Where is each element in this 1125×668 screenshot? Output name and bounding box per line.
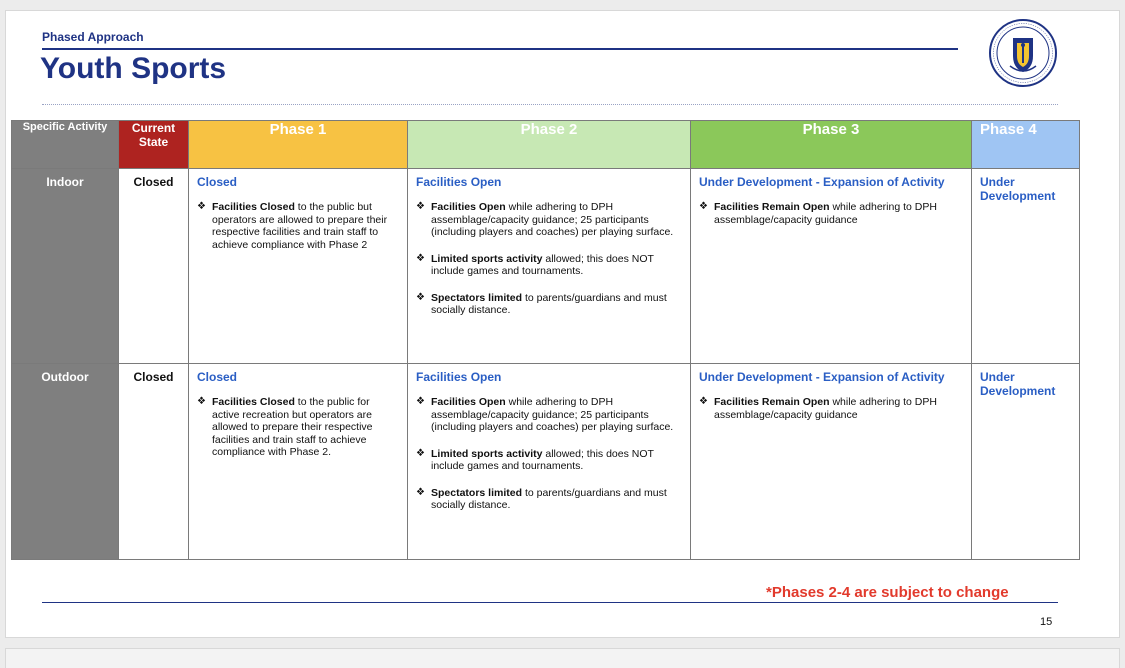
bullet-item: ❖ Facilities Closed to the public but operators are allowed to prepare their respective facilities and train staff to achieve compliance with Phase 2 [197, 201, 388, 251]
header-specific-activity: Specific Activity [12, 121, 119, 169]
cell-heading: Facilities Open [416, 175, 502, 189]
diamond-bullet-icon: ❖ [416, 291, 425, 303]
footer-rule [42, 602, 1058, 603]
cell-heading: Closed [197, 370, 238, 384]
bullet-item: ❖ Spectators limited to parents/guardians and must socially distance. [416, 486, 667, 511]
diamond-bullet-icon: ❖ [699, 396, 708, 407]
cell-heading: Under Development - Expansion of Activity [699, 175, 945, 189]
cell-heading: Facilities Open [416, 370, 502, 384]
table-header-row [12, 121, 1080, 169]
phase-3-cell [691, 169, 972, 364]
phase-2-cell [408, 169, 691, 364]
bullet-item: ❖ Facilities Remain Open while adhering to DPH assemblage/capacity guidance [699, 396, 937, 421]
phase-4-cell [972, 364, 1080, 560]
bullet-item: ❖ Facilities Remain Open while adhering to DPH assemblage/capacity guidance [699, 201, 937, 226]
diamond-bullet-icon: ❖ [416, 252, 425, 264]
diamond-bullet-icon: ❖ [197, 201, 206, 212]
row-current-state: Closed [119, 364, 189, 560]
table-row [12, 364, 1080, 560]
page-number: 15 [1040, 616, 1053, 628]
next-slide-edge [5, 648, 1120, 668]
phase-2-cell [408, 364, 691, 560]
state-seal-icon [988, 18, 1058, 88]
phase-4-cell [972, 169, 1080, 364]
phase-1-cell [189, 364, 408, 560]
diamond-bullet-icon: ❖ [416, 396, 425, 407]
diamond-bullet-icon: ❖ [416, 447, 425, 459]
header-phase-2: Phase 2 [408, 121, 691, 169]
diamond-bullet-icon: ❖ [416, 201, 425, 212]
section-subtitle: Phased Approach [42, 30, 144, 44]
phase-3-cell [691, 364, 972, 560]
bullet-item: ❖ Facilities Open while adhering to DPH assemblage/capacity guidance; 25 participants (including players and coaches) per playing surface. [416, 396, 674, 433]
table-row [12, 169, 1080, 364]
page-title: Youth Sports [40, 52, 227, 85]
header-current-state: Current State [119, 121, 189, 169]
phase-table [11, 120, 1080, 560]
header-phase-1: Phase 1 [189, 121, 408, 169]
bullet-item: ❖ Limited sports activity allowed; this does NOT include games and tournaments. [416, 447, 654, 472]
title-rule [42, 48, 958, 50]
bullet-item: ❖ Facilities Closed to the public for active recreation but operators are allowed to prepare their respective facilities and train staff to achieve compliance with Phase 2. [197, 396, 373, 458]
diamond-bullet-icon: ❖ [416, 486, 425, 498]
bullet-item: ❖ Limited sports activity allowed; this does NOT include games and tournaments. [416, 252, 654, 277]
header-phase-3: Phase 3 [691, 121, 972, 169]
row-current-state: Closed [119, 169, 189, 364]
cell-heading: Closed [197, 175, 238, 189]
cell-heading: Under Development [980, 175, 1056, 203]
row-activity: Outdoor [12, 364, 119, 560]
bullet-item: ❖ Spectators limited to parents/guardians and must socially distance. [416, 291, 667, 316]
phase-1-cell [189, 169, 408, 364]
diamond-bullet-icon: ❖ [197, 396, 206, 407]
bullet-item: ❖ Facilities Open while adhering to DPH assemblage/capacity guidance; 25 participants (including players and coaches) per playing surface. [416, 201, 674, 238]
dotted-divider [42, 104, 1058, 105]
row-activity: Indoor [12, 169, 119, 364]
cell-heading: Under Development [980, 370, 1056, 398]
cell-heading: Under Development - Expansion of Activity [699, 370, 945, 384]
diamond-bullet-icon: ❖ [699, 201, 708, 212]
header-phase-4: Phase 4 [972, 121, 1080, 169]
subject-to-change-note: *Phases 2-4 are subject to change [766, 584, 1009, 601]
